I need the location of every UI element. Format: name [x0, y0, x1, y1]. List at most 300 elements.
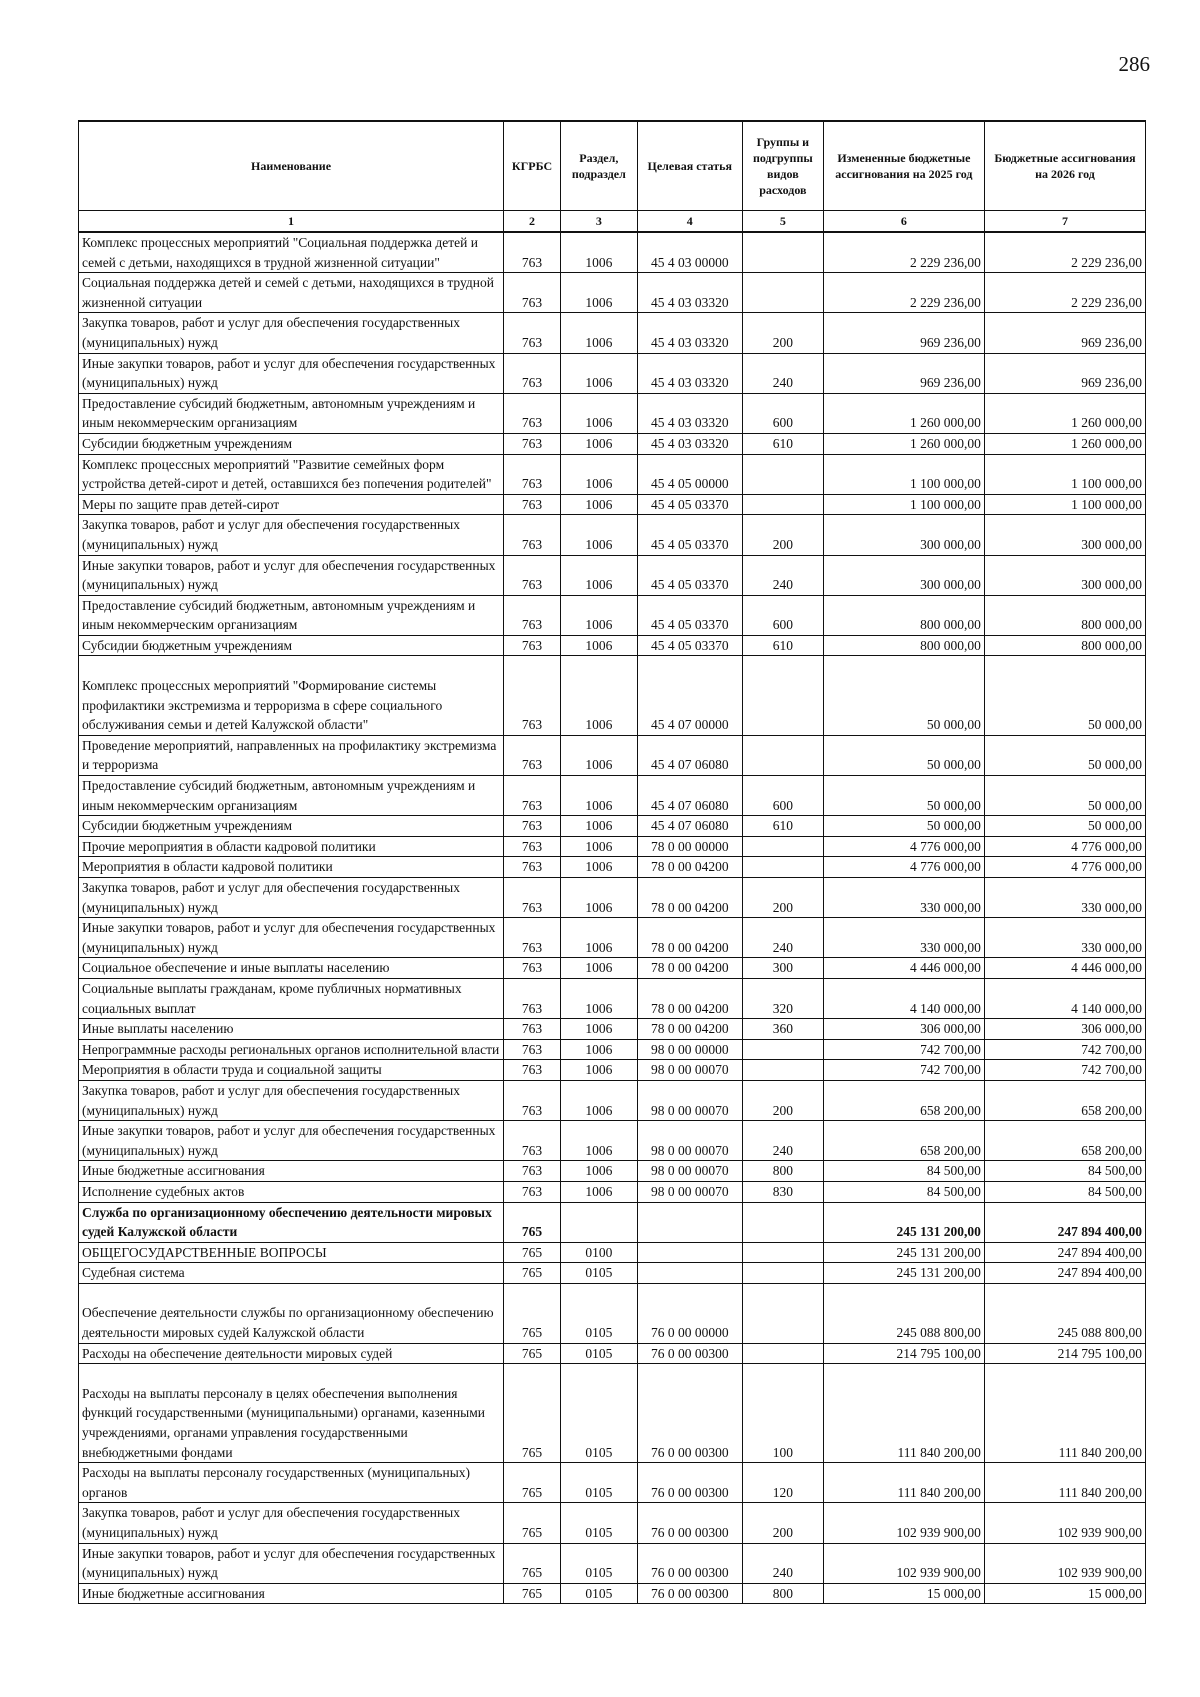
cell-kgrbs: 763 [504, 1039, 561, 1060]
cell-2026: 245 088 800,00 [984, 1283, 1145, 1343]
cell-name: Иные закупки товаров, работ и услуг для обеспечения государственных (муниципальных) нужд [79, 1543, 504, 1583]
cell-kgrbs: 763 [504, 816, 561, 837]
cell-section: 0105 [561, 1463, 638, 1503]
cell-2025: 102 939 900,00 [823, 1543, 984, 1583]
cell-kgrbs: 763 [504, 735, 561, 775]
cell-2026: 2 229 236,00 [984, 232, 1145, 273]
cell-group: 610 [742, 816, 823, 837]
cell-target: 45 4 07 06080 [637, 776, 742, 816]
cell-kgrbs: 763 [504, 595, 561, 635]
table-body [79, 232, 1146, 1604]
cell-2026: 84 500,00 [984, 1181, 1145, 1202]
cell-section: 1006 [561, 273, 638, 313]
cell-name: Социальные выплаты гражданам, кроме публичных нормативных социальных выплат [79, 978, 504, 1018]
cell-2025: 111 840 200,00 [823, 1463, 984, 1503]
header-name: Наименование [79, 121, 504, 211]
cell-2025: 2 229 236,00 [823, 232, 984, 273]
table-row [79, 1283, 1146, 1343]
cell-section: 1006 [561, 555, 638, 595]
cell-name: Закупка товаров, работ и услуг для обеспечения государственных (муниципальных) нужд [79, 313, 504, 353]
cell-name: Социальная поддержка детей и семей с детьми, находящихся в трудной жизненной ситуации [79, 273, 504, 313]
cell-section: 1006 [561, 232, 638, 273]
table-row [79, 1263, 1146, 1284]
cell-group [742, 1039, 823, 1060]
cell-2026: 1 260 000,00 [984, 393, 1145, 433]
cell-2026: 969 236,00 [984, 353, 1145, 393]
table-row [79, 1503, 1146, 1543]
cell-section: 1006 [561, 857, 638, 878]
cell-target: 78 0 00 04200 [637, 918, 742, 958]
cell-section: 0100 [561, 1242, 638, 1263]
cell-2025: 4 140 000,00 [823, 978, 984, 1018]
cell-name: Предоставление субсидий бюджетным, автономным учреждениям и иным некоммерческим организациям [79, 393, 504, 433]
cell-kgrbs: 765 [504, 1463, 561, 1503]
table-row [79, 1019, 1146, 1040]
cell-kgrbs: 763 [504, 1019, 561, 1040]
cell-section: 1006 [561, 393, 638, 433]
cell-group: 200 [742, 1080, 823, 1120]
cell-section: 0105 [561, 1283, 638, 1343]
cell-section: 1006 [561, 776, 638, 816]
cell-section: 1006 [561, 595, 638, 635]
cell-target [637, 1242, 742, 1263]
cell-2025: 245 131 200,00 [823, 1202, 984, 1242]
cell-group: 100 [742, 1364, 823, 1463]
cell-2025: 50 000,00 [823, 656, 984, 735]
cell-2025: 245 131 200,00 [823, 1242, 984, 1263]
cell-group [742, 836, 823, 857]
cell-2026: 50 000,00 [984, 735, 1145, 775]
cell-group: 830 [742, 1181, 823, 1202]
header-group: Группы и подгруппы видов расходов [742, 121, 823, 211]
cell-section: 0105 [561, 1543, 638, 1583]
table-header [79, 121, 1146, 232]
cell-target: 76 0 00 00300 [637, 1543, 742, 1583]
cell-name: Иные бюджетные ассигнования [79, 1161, 504, 1182]
cell-section: 1006 [561, 1121, 638, 1161]
cell-kgrbs: 763 [504, 1161, 561, 1182]
cell-name: Проведение мероприятий, направленных на профилактику экстремизма и терроризма [79, 735, 504, 775]
cell-name: Расходы на обеспечение деятельности мировых судей [79, 1343, 504, 1364]
cell-group: 610 [742, 433, 823, 454]
cell-group [742, 454, 823, 494]
cell-target: 45 4 05 03370 [637, 555, 742, 595]
cell-kgrbs: 765 [504, 1263, 561, 1284]
cell-2026: 300 000,00 [984, 515, 1145, 555]
cell-target: 98 0 00 00070 [637, 1080, 742, 1120]
cell-group [742, 232, 823, 273]
table-row [79, 1039, 1146, 1060]
cell-target: 98 0 00 00000 [637, 1039, 742, 1060]
cell-2026: 50 000,00 [984, 656, 1145, 735]
cell-group [742, 1263, 823, 1284]
cell-2026: 4 446 000,00 [984, 958, 1145, 979]
cell-section: 1006 [561, 816, 638, 837]
cell-2026: 2 229 236,00 [984, 273, 1145, 313]
cell-kgrbs: 763 [504, 878, 561, 918]
cell-name: Расходы на выплаты персоналу государственных (муниципальных) органов [79, 1463, 504, 1503]
table-row [79, 1181, 1146, 1202]
cell-target [637, 1263, 742, 1284]
table-row [79, 393, 1146, 433]
cell-2026: 247 894 400,00 [984, 1263, 1145, 1284]
cell-group [742, 857, 823, 878]
cell-group: 200 [742, 878, 823, 918]
cell-name: Комплекс процессных мероприятий "Социальная поддержка детей и семей с детьми, находящихся в трудной жизненной ситуации" [79, 232, 504, 273]
cell-group [742, 494, 823, 515]
cell-2026: 4 140 000,00 [984, 978, 1145, 1018]
page-number: 286 [1118, 52, 1150, 76]
header-2026: Бюджетные ассигнования на 2026 год [984, 121, 1145, 211]
cell-2025: 1 260 000,00 [823, 433, 984, 454]
cell-target: 76 0 00 00300 [637, 1364, 742, 1463]
cell-kgrbs: 763 [504, 958, 561, 979]
cell-2026: 102 939 900,00 [984, 1503, 1145, 1543]
cell-name: Исполнение судебных актов [79, 1181, 504, 1202]
cell-2025: 658 200,00 [823, 1080, 984, 1120]
table-row [79, 1583, 1146, 1604]
table-row [79, 555, 1146, 595]
cell-2025: 214 795 100,00 [823, 1343, 984, 1364]
cell-section: 0105 [561, 1583, 638, 1604]
cell-kgrbs: 763 [504, 433, 561, 454]
cell-section: 1006 [561, 454, 638, 494]
header-2025: Измененные бюджетные ассигнования на 2025 год [823, 121, 984, 211]
cell-kgrbs: 763 [504, 393, 561, 433]
table-row [79, 1161, 1146, 1182]
cell-2025: 15 000,00 [823, 1583, 984, 1604]
cell-target: 76 0 00 00300 [637, 1583, 742, 1604]
cell-kgrbs: 763 [504, 494, 561, 515]
cell-2026: 330 000,00 [984, 918, 1145, 958]
cell-kgrbs: 765 [504, 1543, 561, 1583]
cell-section: 1006 [561, 1019, 638, 1040]
cell-2026: 658 200,00 [984, 1080, 1145, 1120]
cell-section: 1006 [561, 918, 638, 958]
cell-2026: 306 000,00 [984, 1019, 1145, 1040]
cell-group [742, 1343, 823, 1364]
cell-group [742, 1060, 823, 1081]
cell-target: 45 4 05 03370 [637, 515, 742, 555]
table-row [79, 878, 1146, 918]
cell-kgrbs: 763 [504, 353, 561, 393]
cell-target: 78 0 00 04200 [637, 978, 742, 1018]
cell-name: Иные закупки товаров, работ и услуг для обеспечения государственных (муниципальных) нужд [79, 918, 504, 958]
cell-2025: 969 236,00 [823, 353, 984, 393]
cell-section: 1006 [561, 1181, 638, 1202]
cell-section: 1006 [561, 1161, 638, 1182]
table-row [79, 857, 1146, 878]
cell-2026: 969 236,00 [984, 313, 1145, 353]
cell-group: 600 [742, 776, 823, 816]
cell-kgrbs: 765 [504, 1503, 561, 1543]
cell-section: 0105 [561, 1503, 638, 1543]
table-row [79, 1242, 1146, 1263]
cell-kgrbs: 763 [504, 978, 561, 1018]
cell-group: 610 [742, 635, 823, 656]
cell-name: Предоставление субсидий бюджетным, автономным учреждениям и иным некоммерческим организациям [79, 776, 504, 816]
cell-name: Комплекс процессных мероприятий "Развитие семейных форм устройства детей-сирот и детей, оставшихся без попечения родителей" [79, 454, 504, 494]
cell-kgrbs: 765 [504, 1283, 561, 1343]
cell-2026: 1 100 000,00 [984, 454, 1145, 494]
cell-group [742, 656, 823, 735]
cell-group: 360 [742, 1019, 823, 1040]
cell-target: 76 0 00 00300 [637, 1343, 742, 1364]
cell-kgrbs: 763 [504, 515, 561, 555]
cell-group: 320 [742, 978, 823, 1018]
cell-kgrbs: 763 [504, 918, 561, 958]
cell-kgrbs: 763 [504, 454, 561, 494]
table-row [79, 515, 1146, 555]
cell-2026: 800 000,00 [984, 595, 1145, 635]
cell-name: Предоставление субсидий бюджетным, автономным учреждениям и иным некоммерческим организациям [79, 595, 504, 635]
table-row [79, 433, 1146, 454]
cell-2026: 15 000,00 [984, 1583, 1145, 1604]
cell-name: Мероприятия в области кадровой политики [79, 857, 504, 878]
cell-2025: 2 229 236,00 [823, 273, 984, 313]
column-number: 3 [561, 211, 638, 233]
column-number: 2 [504, 211, 561, 233]
cell-target: 45 4 03 03320 [637, 433, 742, 454]
cell-target: 45 4 03 03320 [637, 313, 742, 353]
cell-target: 98 0 00 00070 [637, 1161, 742, 1182]
table-row [79, 1463, 1146, 1503]
cell-name: Субсидии бюджетным учреждениям [79, 635, 504, 656]
cell-2026: 102 939 900,00 [984, 1543, 1145, 1583]
cell-kgrbs: 763 [504, 1181, 561, 1202]
cell-2025: 102 939 900,00 [823, 1503, 984, 1543]
cell-2026: 247 894 400,00 [984, 1202, 1145, 1242]
cell-group: 200 [742, 515, 823, 555]
cell-2025: 4 776 000,00 [823, 836, 984, 857]
cell-2025: 330 000,00 [823, 918, 984, 958]
cell-section: 0105 [561, 1364, 638, 1463]
column-number: 5 [742, 211, 823, 233]
cell-name: Иные закупки товаров, работ и услуг для обеспечения государственных (муниципальных) нужд [79, 1121, 504, 1161]
cell-name: Иные выплаты населению [79, 1019, 504, 1040]
cell-2025: 50 000,00 [823, 776, 984, 816]
cell-target: 78 0 00 04200 [637, 857, 742, 878]
cell-2025: 245 088 800,00 [823, 1283, 984, 1343]
cell-kgrbs: 763 [504, 857, 561, 878]
cell-section: 1006 [561, 494, 638, 515]
cell-group: 240 [742, 555, 823, 595]
cell-target: 45 4 07 00000 [637, 656, 742, 735]
cell-2025: 245 131 200,00 [823, 1263, 984, 1284]
cell-target: 78 0 00 00000 [637, 836, 742, 857]
cell-2025: 969 236,00 [823, 313, 984, 353]
cell-2026: 111 840 200,00 [984, 1463, 1145, 1503]
cell-kgrbs: 763 [504, 313, 561, 353]
cell-section: 1006 [561, 656, 638, 735]
cell-section: 1006 [561, 433, 638, 454]
cell-section: 1006 [561, 958, 638, 979]
cell-group: 200 [742, 313, 823, 353]
cell-target: 45 4 07 06080 [637, 735, 742, 775]
cell-2025: 50 000,00 [823, 816, 984, 837]
cell-group [742, 273, 823, 313]
cell-kgrbs: 763 [504, 555, 561, 595]
cell-2026: 742 700,00 [984, 1060, 1145, 1081]
cell-2026: 4 776 000,00 [984, 836, 1145, 857]
cell-target: 45 4 03 03320 [637, 393, 742, 433]
cell-group: 240 [742, 353, 823, 393]
cell-2026: 742 700,00 [984, 1039, 1145, 1060]
cell-2025: 742 700,00 [823, 1039, 984, 1060]
cell-2025: 111 840 200,00 [823, 1364, 984, 1463]
cell-target: 45 4 03 03320 [637, 353, 742, 393]
header-kgrbs: КГРБС [504, 121, 561, 211]
table-row [79, 1543, 1146, 1583]
cell-name: Иные бюджетные ассигнования [79, 1583, 504, 1604]
cell-kgrbs: 765 [504, 1242, 561, 1263]
cell-target: 78 0 00 04200 [637, 1019, 742, 1040]
cell-2025: 800 000,00 [823, 595, 984, 635]
cell-section: 1006 [561, 1060, 638, 1081]
cell-2026: 50 000,00 [984, 776, 1145, 816]
cell-2025: 658 200,00 [823, 1121, 984, 1161]
table-row [79, 454, 1146, 494]
column-number: 1 [79, 211, 504, 233]
cell-name: Прочие мероприятия в области кадровой политики [79, 836, 504, 857]
cell-group [742, 1202, 823, 1242]
cell-section: 1006 [561, 1080, 638, 1120]
table-row [79, 958, 1146, 979]
cell-2026: 247 894 400,00 [984, 1242, 1145, 1263]
cell-2025: 4 776 000,00 [823, 857, 984, 878]
cell-2026: 84 500,00 [984, 1161, 1145, 1182]
cell-target: 98 0 00 00070 [637, 1181, 742, 1202]
cell-2026: 658 200,00 [984, 1121, 1145, 1161]
cell-2026: 330 000,00 [984, 878, 1145, 918]
cell-kgrbs: 765 [504, 1343, 561, 1364]
cell-2026: 111 840 200,00 [984, 1364, 1145, 1463]
cell-section: 1006 [561, 353, 638, 393]
cell-group: 240 [742, 1121, 823, 1161]
cell-2025: 742 700,00 [823, 1060, 984, 1081]
cell-name: Непрограммные расходы региональных органов исполнительной власти [79, 1039, 504, 1060]
cell-target: 45 4 05 03370 [637, 635, 742, 656]
column-number: 7 [984, 211, 1145, 233]
cell-target: 45 4 03 00000 [637, 232, 742, 273]
cell-name: Судебная система [79, 1263, 504, 1284]
cell-name: ОБЩЕГОСУДАРСТВЕННЫЕ ВОПРОСЫ [79, 1242, 504, 1263]
cell-name: Закупка товаров, работ и услуг для обеспечения государственных (муниципальных) нужд [79, 878, 504, 918]
cell-name: Закупка товаров, работ и услуг для обеспечения государственных (муниципальных) нужд [79, 515, 504, 555]
cell-2025: 1 100 000,00 [823, 494, 984, 515]
table-row [79, 1080, 1146, 1120]
cell-target: 45 4 03 03320 [637, 273, 742, 313]
table-row [79, 1060, 1146, 1081]
cell-target: 45 4 05 00000 [637, 454, 742, 494]
cell-kgrbs: 763 [504, 836, 561, 857]
cell-2026: 300 000,00 [984, 555, 1145, 595]
header-row [79, 121, 1146, 211]
cell-2026: 1 100 000,00 [984, 494, 1145, 515]
cell-section: 1006 [561, 515, 638, 555]
cell-target: 45 4 05 03370 [637, 494, 742, 515]
cell-target: 45 4 05 03370 [637, 595, 742, 635]
cell-2026: 214 795 100,00 [984, 1343, 1145, 1364]
cell-name: Закупка товаров, работ и услуг для обеспечения государственных (муниципальных) нужд [79, 1503, 504, 1543]
cell-kgrbs: 763 [504, 232, 561, 273]
cell-name: Иные закупки товаров, работ и услуг для обеспечения государственных (муниципальных) нужд [79, 555, 504, 595]
column-number-row [79, 211, 1146, 233]
table-row [79, 656, 1146, 735]
table-row [79, 1121, 1146, 1161]
cell-group [742, 1242, 823, 1263]
budget-table [78, 120, 1146, 1604]
cell-section: 1006 [561, 978, 638, 1018]
cell-name: Служба по организационному обеспечению деятельности мировых судей Калужской области [79, 1202, 504, 1242]
cell-name: Субсидии бюджетным учреждениям [79, 816, 504, 837]
cell-2025: 84 500,00 [823, 1181, 984, 1202]
cell-2025: 306 000,00 [823, 1019, 984, 1040]
table-row [79, 735, 1146, 775]
cell-name: Субсидии бюджетным учреждениям [79, 433, 504, 454]
cell-target: 78 0 00 04200 [637, 878, 742, 918]
cell-name: Социальное обеспечение и иные выплаты населению [79, 958, 504, 979]
cell-name: Иные закупки товаров, работ и услуг для обеспечения государственных (муниципальных) нужд [79, 353, 504, 393]
cell-2025: 1 100 000,00 [823, 454, 984, 494]
cell-group: 600 [742, 393, 823, 433]
cell-section: 1006 [561, 1039, 638, 1060]
table-row [79, 1202, 1146, 1242]
cell-target: 76 0 00 00000 [637, 1283, 742, 1343]
header-section: Раздел, подраздел [561, 121, 638, 211]
cell-kgrbs: 763 [504, 1121, 561, 1161]
cell-2025: 330 000,00 [823, 878, 984, 918]
cell-section: 1006 [561, 878, 638, 918]
table-row [79, 313, 1146, 353]
cell-kgrbs: 765 [504, 1202, 561, 1242]
cell-name: Меры по защите прав детей-сирот [79, 494, 504, 515]
cell-section: 0105 [561, 1343, 638, 1364]
cell-section: 1006 [561, 635, 638, 656]
cell-target: 78 0 00 04200 [637, 958, 742, 979]
cell-2026: 800 000,00 [984, 635, 1145, 656]
cell-section: 1006 [561, 735, 638, 775]
cell-2025: 300 000,00 [823, 515, 984, 555]
table-row [79, 595, 1146, 635]
cell-kgrbs: 763 [504, 1080, 561, 1120]
cell-name: Закупка товаров, работ и услуг для обеспечения государственных (муниципальных) нужд [79, 1080, 504, 1120]
cell-group: 200 [742, 1503, 823, 1543]
cell-2025: 4 446 000,00 [823, 958, 984, 979]
cell-name: Расходы на выплаты персоналу в целях обеспечения выполнения функций государственными (муниципальными) органами, казенными учреждениями, органами управления государственными внебюджетными фондами [79, 1364, 504, 1463]
cell-group: 120 [742, 1463, 823, 1503]
cell-target: 45 4 07 06080 [637, 816, 742, 837]
table-row [79, 273, 1146, 313]
cell-name: Мероприятия в области труда и социальной защиты [79, 1060, 504, 1081]
table-row [79, 494, 1146, 515]
cell-2026: 4 776 000,00 [984, 857, 1145, 878]
column-number: 6 [823, 211, 984, 233]
table-row [79, 353, 1146, 393]
cell-kgrbs: 765 [504, 1364, 561, 1463]
cell-2025: 84 500,00 [823, 1161, 984, 1182]
cell-group: 600 [742, 595, 823, 635]
cell-group: 240 [742, 1543, 823, 1583]
cell-name: Комплекс процессных мероприятий "Формирование системы профилактики экстремизма и терроризма в сфере социального обслуживания семьи и детей Калужской области" [79, 656, 504, 735]
cell-2025: 300 000,00 [823, 555, 984, 595]
cell-section: 1006 [561, 836, 638, 857]
cell-kgrbs: 763 [504, 273, 561, 313]
cell-name: Обеспечение деятельности службы по организационному обеспечению деятельности мировых судей Калужской области [79, 1283, 504, 1343]
table-row [79, 978, 1146, 1018]
header-target: Целевая статья [637, 121, 742, 211]
cell-section: 1006 [561, 313, 638, 353]
